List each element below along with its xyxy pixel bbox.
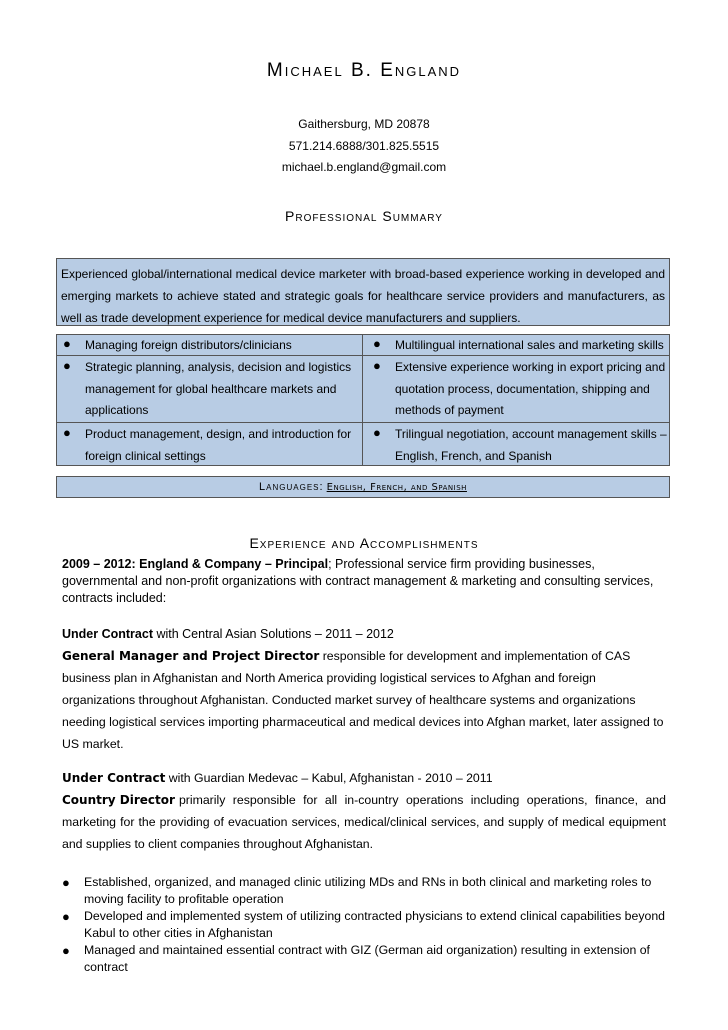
skill-right-3: Trilingual negotiation, account management skills – English, French, and Spanish [395, 427, 667, 463]
phone: 571.214.6888/301.825.5515 [288, 139, 440, 153]
list-item: ● Developed and implemented system of utilizing contracted physicians to extend clinical capabilities beyond Kabul to other cities in Afghanistan [62, 909, 666, 940]
firm-paragraph [62, 556, 666, 607]
contract2-label: Under Contract [62, 771, 166, 785]
summary-box [56, 258, 670, 326]
languages-value: English, French, and Spanish [326, 482, 467, 493]
firm-desc: ; Professional service firm providing businesses, governmental and non-profit organizations with contract management & marketing and consulting services, contracts included: [62, 557, 654, 605]
contract1-label: Under Contract [62, 627, 153, 641]
languages-label: Languages: [259, 481, 324, 493]
bullet-icon: ● [62, 943, 70, 958]
skill-left-3: Product management, design, and introduction for foreign clinical settings [85, 427, 352, 463]
skill-right-1: Multilingual international sales and marketing skills [395, 338, 664, 352]
email: michael.b.england@gmail.com [281, 160, 447, 174]
bullet-icon: ● [62, 875, 70, 890]
list-item: ● Established, organized, and managed clinic utilizing MDs and RNs in both clinical and marketing roles to moving facility to profitable operation [62, 875, 652, 906]
contract2-body: Country Director primarily responsible for all in-country operations including operations, finance, and marketing for the providing of evacuation services, medical/clinical services, and supply of medical equipment and supplies to client companies throughout Afghanistan. [62, 789, 666, 855]
firm-heading: 2009 – 2012: England & Company – Principal [62, 557, 329, 571]
summary-title: Professional Summary [285, 208, 443, 224]
bullet-icon: ● [373, 425, 381, 440]
bullet-icon: ● [373, 336, 381, 351]
experience-title: Experience and Accomplishments [249, 535, 479, 551]
contract1-heading [62, 626, 666, 643]
contract1-role: General Manager and Project Director [62, 649, 320, 663]
skill-left-1: Managing foreign distributors/clinicians [85, 338, 292, 352]
contract2-role: Country Director [62, 793, 175, 807]
skill-left-2: Strategic planning, analysis, decision and logistics management for global healthcare markets and applications [85, 360, 352, 417]
accomplishments-list [62, 874, 672, 976]
skills-row-divider [57, 422, 669, 423]
contract1-detail: with Central Asian Solutions – 2011 – 2012 [152, 627, 394, 641]
bullet-icon: ● [63, 358, 71, 373]
contract1-body: General Manager and Project Director responsible for development and implementation of CAS business plan in Afghanistan and North America providing logistical services to Afghan and foreign organizations throughout Afghanistan. Conducted market survey of healthcare systems and organizations needing logistical services importing pharmaceutical and medical devices into Afghan market, later assigned to US market. [62, 649, 664, 751]
resume-name: Michael B. England [266, 60, 462, 81]
contract2-heading [62, 767, 666, 789]
address: Gaithersburg, MD 20878 [298, 117, 430, 131]
list-item: ● Managed and maintained essential contract with GIZ (German aid organization) resulting in extension of contract [62, 943, 650, 974]
bullet-icon: ● [63, 425, 71, 440]
languages-box [56, 476, 670, 498]
bullet-icon: ● [373, 358, 381, 373]
skills-box [56, 334, 670, 466]
bullet-icon: ● [63, 336, 71, 351]
contract2-detail: with Guardian Medevac – Kabul, Afghanistan - 2010 – 2011 [165, 771, 493, 785]
summary-text: Experienced global/international medical device marketer with broad-based experience working in developed and emerging markets to achieve stated and strategic goals for healthcare service providers and manufacturers, as well as trade development experience for medical device manufacturers and suppliers. [61, 267, 665, 325]
bullet-icon: ● [62, 909, 70, 924]
skill-right-2: Extensive experience working in export pricing and quotation process, documentation, shipping and methods of payment [395, 360, 666, 417]
